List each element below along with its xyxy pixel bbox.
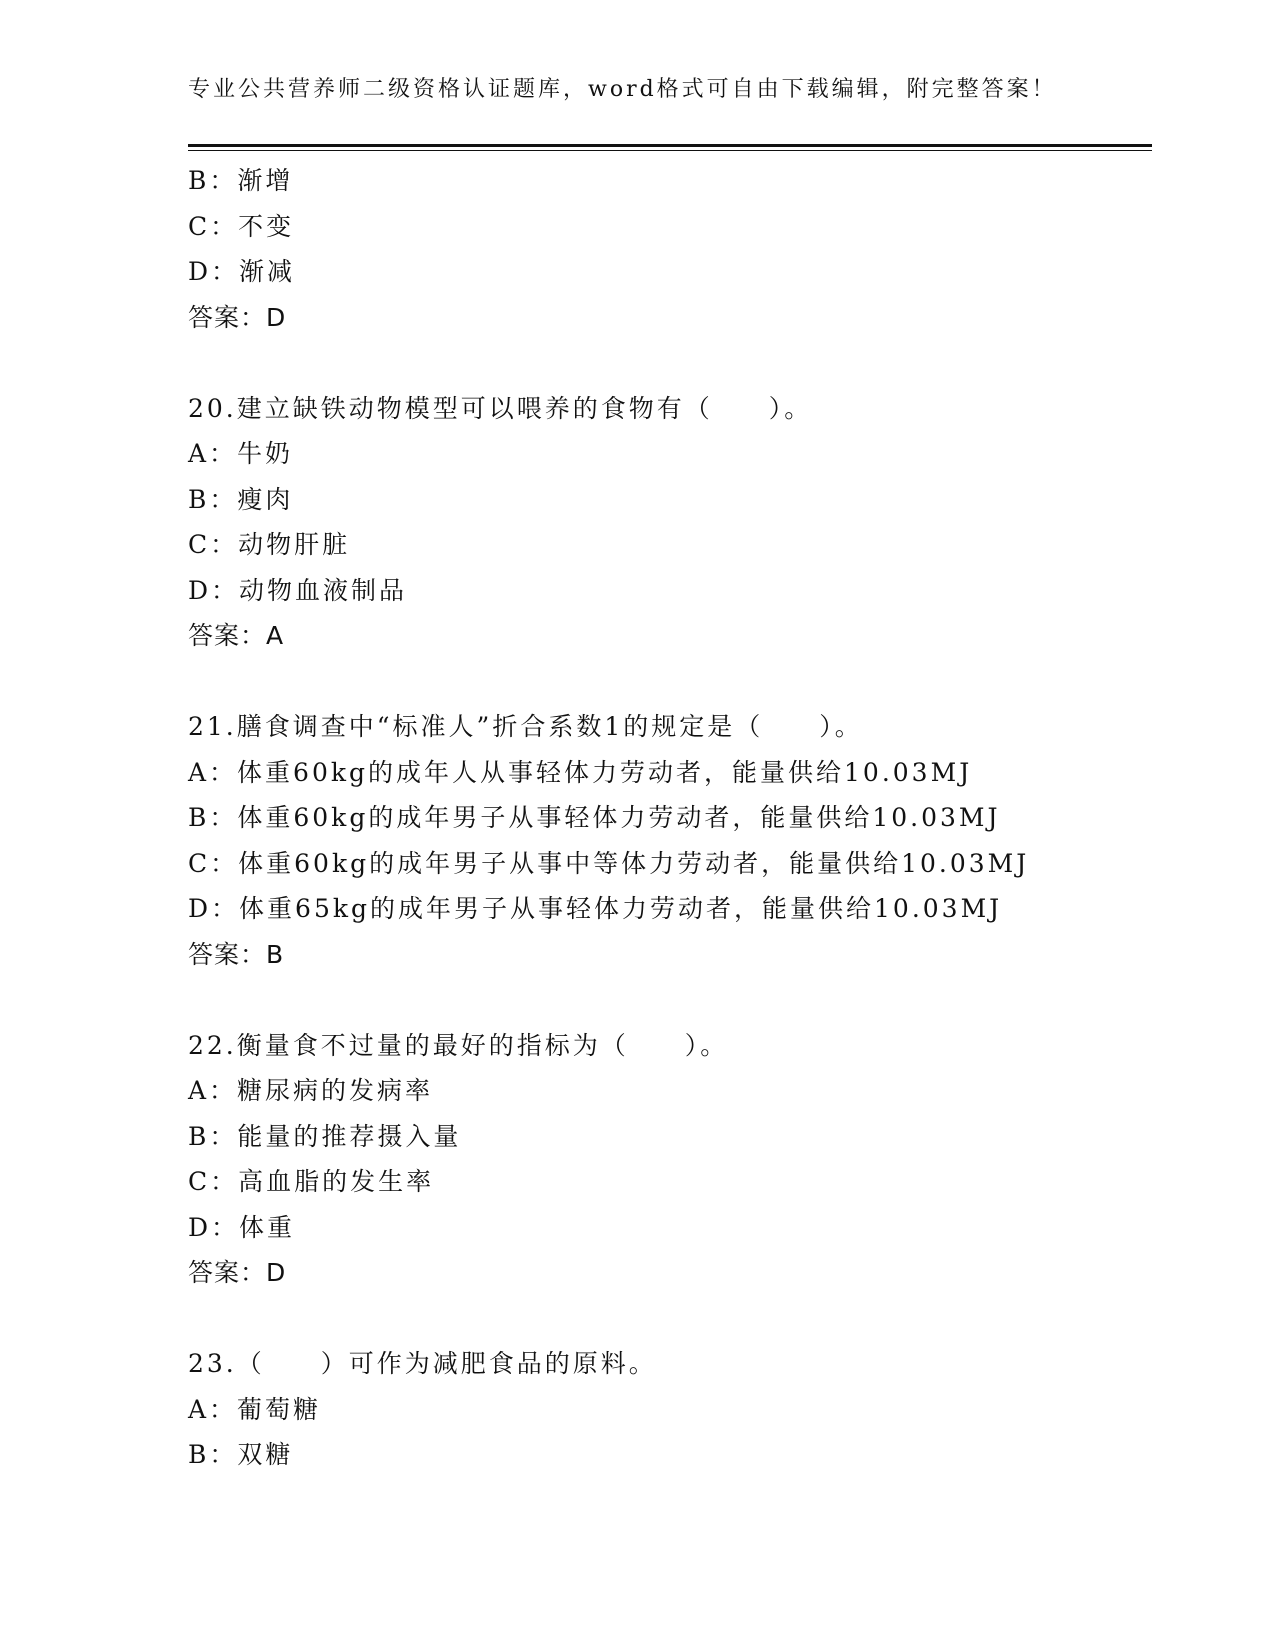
spacer — [188, 977, 1148, 1023]
option-c: C：不变 — [188, 211, 295, 241]
header-rule-thin — [188, 150, 1152, 151]
question-stem: 21.膳食调查中“标准人”折合系数1的规定是（ ）。 — [188, 712, 863, 741]
answer-line: 答案：A — [188, 621, 285, 650]
option-b: B：体重60kg的成年男子从事轻体力劳动者，能量供给10.03MJ — [188, 803, 1001, 832]
question-22 — [188, 1023, 1148, 1296]
option-b: B：渐增 — [188, 166, 294, 195]
answer-line: 答案：B — [188, 939, 285, 969]
question-stem: 20.建立缺铁动物模型可以喂养的食物有（ ）。 — [188, 393, 813, 423]
option-b: B：双糖 — [188, 1440, 294, 1469]
question-23 — [188, 1341, 1148, 1478]
question-stem: 23.（ ）可作为减肥食品的原料。 — [188, 1349, 657, 1378]
option-a: A：糖尿病的发病率 — [188, 1076, 434, 1105]
question-21 — [188, 704, 1148, 977]
option-c: C：高血脂的发生率 — [188, 1167, 435, 1196]
question-19 — [188, 158, 1148, 340]
option-d: D：动物血液制品 — [188, 575, 408, 605]
option-b: B：瘦肉 — [188, 484, 294, 514]
option-c: C：体重60kg的成年男子从事中等体力劳动者，能量供给10.03MJ — [188, 848, 1030, 878]
header-rule-thick — [188, 144, 1152, 147]
answer-line: 答案：D — [188, 1258, 287, 1287]
option-b: B：能量的推荐摄入量 — [188, 1121, 462, 1151]
option-c: C：动物肝脏 — [188, 530, 351, 559]
question-20 — [188, 386, 1148, 659]
option-d: D：体重 — [188, 1212, 296, 1242]
spacer — [188, 340, 1148, 386]
page-header: 专业公共营养师二级资格认证题库，word格式可自由下载编辑，附完整答案！ — [188, 77, 1057, 102]
option-d: D：渐减 — [188, 257, 296, 286]
option-a: A：牛奶 — [188, 439, 294, 468]
question-list — [188, 158, 1148, 1478]
spacer — [188, 659, 1148, 705]
option-d: D：体重65kg的成年男子从事轻体力劳动者，能量供给10.03MJ — [188, 894, 1003, 923]
answer-line: 答案：D — [188, 302, 287, 332]
option-a: A：葡萄糖 — [188, 1394, 322, 1424]
option-a: A：体重60kg的成年人从事轻体力劳动者，能量供给10.03MJ — [188, 757, 973, 787]
question-stem: 22.衡量食不过量的最好的指标为（ ）。 — [188, 1030, 729, 1060]
spacer — [188, 1296, 1148, 1342]
